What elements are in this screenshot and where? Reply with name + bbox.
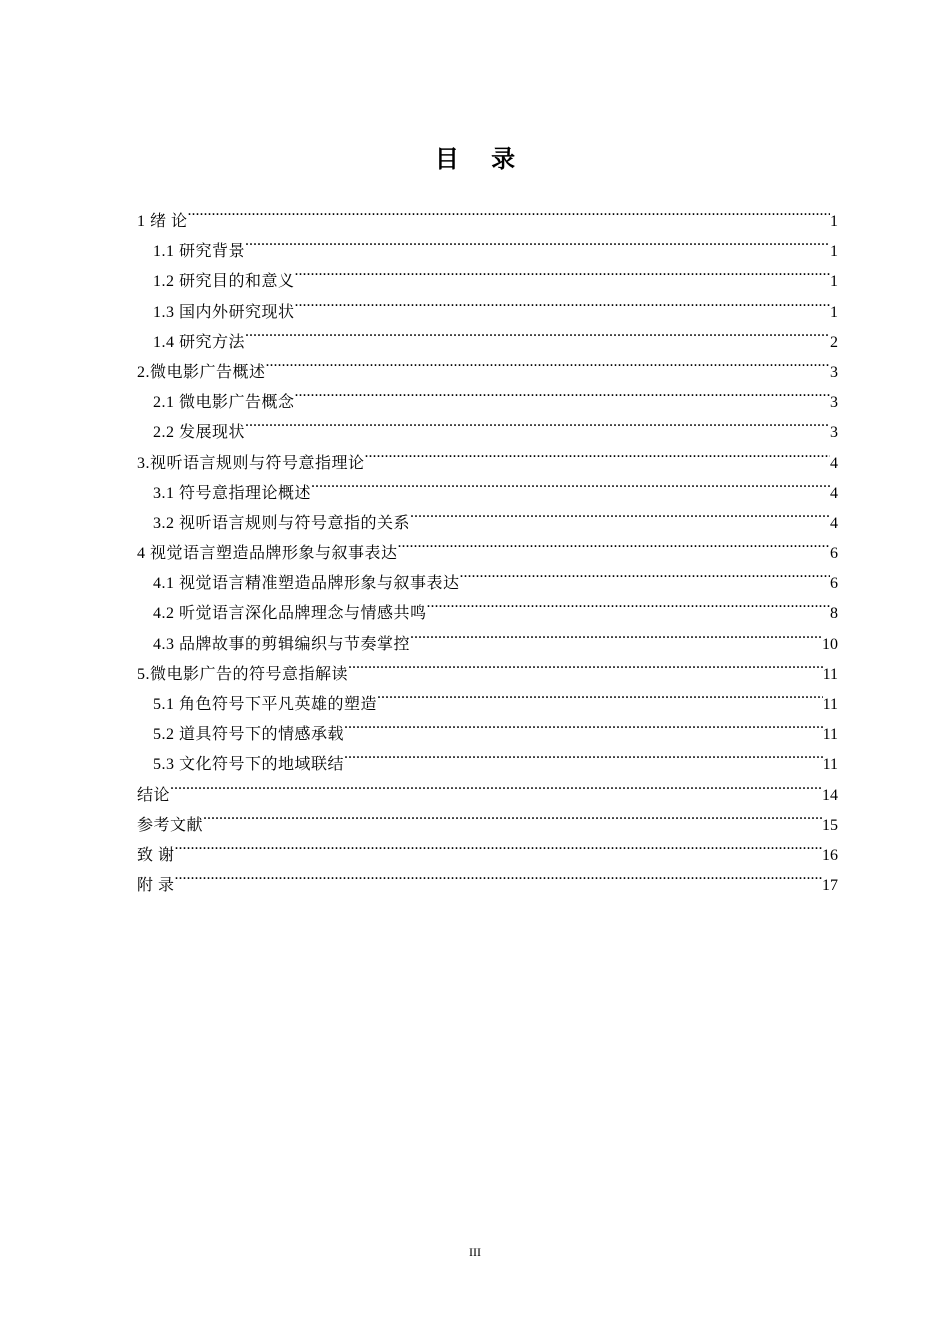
toc-entry-page: 10 bbox=[822, 635, 838, 653]
toc-entry-page: 14 bbox=[822, 786, 838, 804]
toc-entry-label: 1.4 研究方法 bbox=[153, 333, 246, 351]
toc-entry-label: 附 录 bbox=[137, 877, 175, 895]
toc-dot-leader bbox=[245, 317, 830, 347]
toc-entry-page: 6 bbox=[830, 545, 838, 563]
toc-entry-label: 4.2 听觉语言深化品牌理念与情感共鸣 bbox=[153, 605, 427, 623]
toc-dot-leader bbox=[245, 226, 830, 256]
toc-entry-label: 结论 bbox=[137, 786, 171, 804]
toc-dot-leader bbox=[295, 256, 830, 286]
toc-dot-leader bbox=[377, 679, 823, 709]
toc-dot-leader bbox=[266, 347, 830, 377]
toc-entry-label: 2.微电影广告概述 bbox=[137, 363, 266, 381]
page-number: III bbox=[469, 1245, 481, 1259]
toc-entry-page: 1 bbox=[830, 213, 838, 230]
toc-entry-page: 17 bbox=[822, 877, 838, 895]
page-title: 目 录 bbox=[434, 145, 528, 173]
toc-dot-leader bbox=[203, 800, 822, 830]
toc-entry-label: 5.1 角色符号下平凡英雄的塑造 bbox=[153, 696, 378, 713]
toc-dot-leader bbox=[410, 498, 830, 528]
toc-entry-page: 3 bbox=[830, 363, 838, 381]
toc-entry-page: 11 bbox=[822, 665, 838, 683]
toc-dot-leader bbox=[295, 287, 830, 317]
toc-entry[interactable] bbox=[137, 196, 838, 230]
toc-entry-label: 3.2 视听语言规则与符号意指的关系 bbox=[153, 514, 411, 532]
toc-dot-leader bbox=[245, 407, 830, 437]
toc-entry-page: 16 bbox=[822, 846, 838, 864]
toc-entry-label: 1 绪 论 bbox=[137, 213, 188, 230]
toc-entry-page: 11 bbox=[822, 726, 838, 744]
toc-entry[interactable] bbox=[137, 830, 838, 864]
toc-dot-leader bbox=[460, 558, 830, 588]
toc-entry-label: 致 谢 bbox=[137, 846, 175, 864]
toc-entry[interactable] bbox=[137, 800, 838, 834]
toc-entry-page: 11 bbox=[822, 756, 838, 774]
toc-entry-label: 1.3 国内外研究现状 bbox=[153, 303, 295, 321]
toc-dot-leader bbox=[170, 770, 822, 800]
toc-entry-page: 1 bbox=[830, 243, 838, 261]
toc-entry-page: 2 bbox=[830, 333, 838, 351]
toc-dot-leader bbox=[410, 619, 822, 649]
toc-dot-leader bbox=[427, 588, 830, 618]
toc-dot-leader bbox=[398, 528, 830, 558]
toc-dot-leader bbox=[348, 649, 823, 679]
toc-dot-leader bbox=[175, 860, 822, 890]
toc-entry[interactable] bbox=[137, 770, 838, 804]
toc-entry-label: 3.1 符号意指理论概述 bbox=[153, 484, 312, 502]
toc-entry[interactable] bbox=[137, 226, 838, 261]
toc-entry-label: 5.微电影广告的符号意指解读 bbox=[137, 665, 349, 683]
toc-entry-label: 5.3 文化符号下的地域联结 bbox=[153, 756, 345, 774]
toc-dot-leader bbox=[344, 739, 823, 769]
toc-dot-leader bbox=[344, 709, 823, 739]
toc-entry-page: 4 bbox=[830, 454, 838, 472]
toc-entry-label: 2.1 微电影广告概念 bbox=[153, 394, 295, 412]
toc-entry-label: 2.2 发展现状 bbox=[153, 424, 246, 442]
toc-entry-label: 4 视觉语言塑造品牌形象与叙事表达 bbox=[137, 545, 398, 563]
toc-entry-label: 3.视听语言规则与符号意指理论 bbox=[137, 454, 365, 472]
table-of-contents bbox=[137, 196, 838, 895]
toc-entry-label: 5.2 道具符号下的情感承载 bbox=[153, 726, 345, 744]
toc-entry-page: 1 bbox=[830, 303, 838, 321]
toc-entry-page: 3 bbox=[830, 394, 838, 412]
toc-entry-label: 参考文献 bbox=[137, 816, 204, 834]
toc-entry-label: 4.3 品牌故事的剪辑编织与节奏掌控 bbox=[153, 635, 411, 653]
toc-dot-leader bbox=[188, 196, 830, 226]
toc-entry[interactable] bbox=[137, 860, 838, 895]
toc-entry-page: 8 bbox=[830, 605, 838, 623]
toc-entry-page: 4 bbox=[830, 484, 838, 502]
toc-dot-leader bbox=[311, 468, 830, 498]
toc-dot-leader bbox=[295, 377, 830, 407]
toc-entry-page: 11 bbox=[822, 696, 838, 713]
toc-entry-label: 1.2 研究目的和意义 bbox=[153, 273, 295, 291]
toc-dot-leader bbox=[365, 438, 830, 468]
toc-entry-page: 1 bbox=[830, 273, 838, 291]
toc-entry-label: 4.1 视觉语言精准塑造品牌形象与叙事表达 bbox=[153, 575, 460, 593]
toc-entry-page: 4 bbox=[830, 514, 838, 532]
toc-dot-leader bbox=[175, 830, 822, 860]
toc-entry-page: 15 bbox=[822, 816, 838, 834]
toc-entry-page: 6 bbox=[830, 575, 838, 593]
toc-entry-page: 3 bbox=[830, 424, 838, 442]
toc-entry-label: 1.1 研究背景 bbox=[153, 243, 246, 261]
